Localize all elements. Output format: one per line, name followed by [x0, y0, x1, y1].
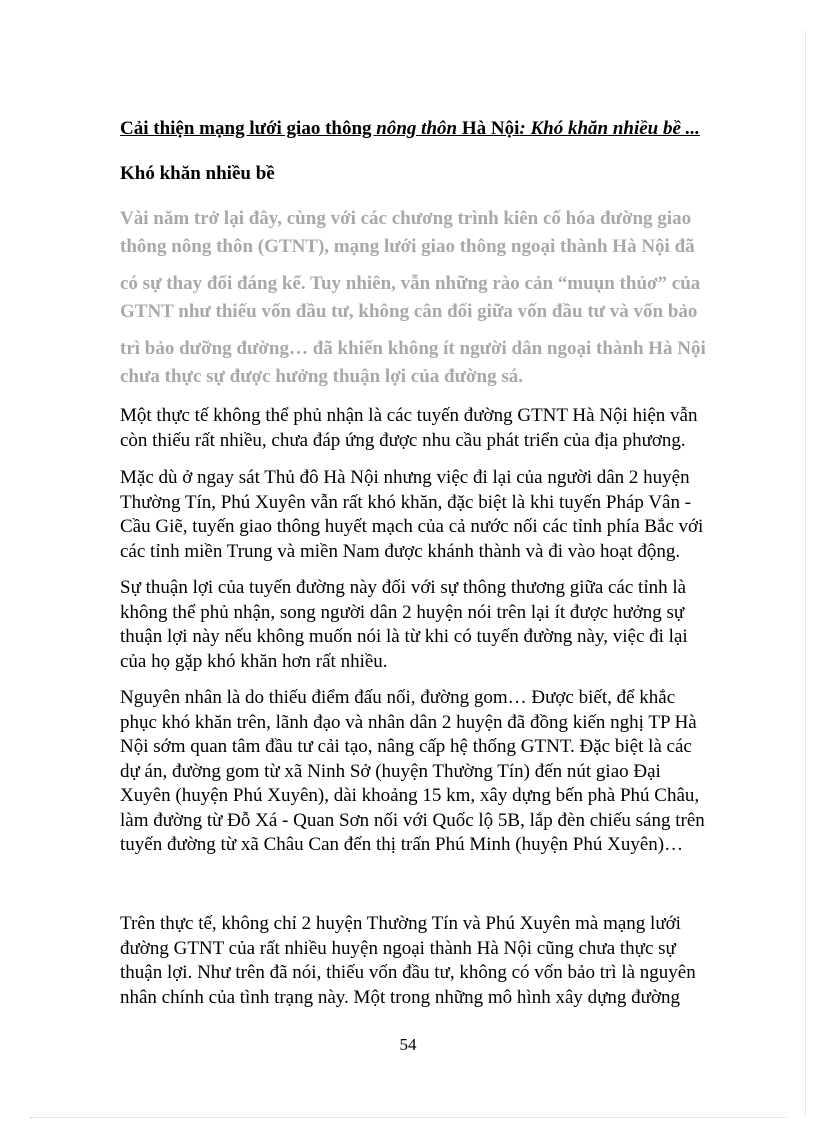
- title-part-3: Hà Nội: [457, 118, 520, 139]
- title-part-2: nông thôn: [376, 118, 458, 139]
- lead-paragraph-1: Vài năm trở lại đây, cùng với các chương trình kiên cố hóa đường giao thông nông thôn (GTNT), mạng lưới giao thông ngoại thành Hà Nội đã: [120, 208, 695, 257]
- title-part-1: Cải thiện mạng lưới giao thông: [120, 118, 377, 139]
- page-border-right: [805, 30, 806, 1115]
- body-paragraph-1: Một thực tế không thể phủ nhận là các tuyến đường GTNT Hà Nội hiện vẫn còn thiếu rất nhiều, chưa đáp ứng được nhu cầu phát triển của địa phương.: [120, 405, 698, 451]
- body-paragraph-5: Trên thực tế, không chỉ 2 huyện Thường Tín và Phú Xuyên mà mạng lưới đường GTNT của rất nhiều huyện ngoại thành Hà Nội cũng chưa thực sự thuận lợi. Như trên đã nói, thiếu vốn đầu tư, không có vốn bảo trì là nguyên nhân chính của tình trạng này. Một trong những mô hình xây dựng đường: [120, 913, 696, 1008]
- body-paragraph-2: Mặc dù ở ngay sát Thủ đô Hà Nội nhưng việc đi lại của người dân 2 huyện Thường Tín, Phú Xuyên vẫn rất khó khăn, đặc biệt là khi tuyến Pháp Vân - Cầu Giẽ, tuyến giao thông huyết mạch của cả nước nối các tỉnh phía Bắc với các tỉnh miền Trung và miền Nam được khánh thành và đi vào hoạt động.: [120, 467, 704, 562]
- article-title: [120, 118, 760, 140]
- lead-paragraph-2: có sự thay đổi đáng kể. Tuy nhiên, vẫn những rào cản “muụn thủơ” của GTNT như thiếu vốn đầu tư, không cân đối giữa vốn đầu tư và vốn bảo: [120, 273, 701, 322]
- lead-paragraph-3: trì bảo dưỡng đường… đã khiến không ít người dân ngoại thành Hà Nội chưa thực sự được hưởng thuận lợi của đường sá.: [120, 338, 706, 387]
- page-border-bottom: [30, 1117, 786, 1118]
- page-number: 54: [399, 1035, 417, 1054]
- title-part-4: : Khó khăn nhiều bề ...: [519, 118, 700, 139]
- body-paragraph-3: Sự thuận lợi của tuyến đường này đối với sự thông thương giữa các tỉnh là không thể phủ nhận, song người dân 2 huyện nói trên lại ít được hưởng sự thuận lợi này nếu không muốn nói là từ khi có tuyến đường này, việc đi lại của họ gặp khó khăn hơn rất nhiều.: [120, 577, 688, 672]
- body-paragraph-4: Nguyên nhân là do thiếu điểm đấu nối, đường gom… Được biết, để khắc phục khó khăn trên, lãnh đạo và nhân dân 2 huyện đã đồng kiến nghị TP Hà Nội sớm quan tâm đầu tư cải tạo, nâng cấp hệ thống GTNT. Đặc biệt là các dự án, đường gom từ xã Ninh Sở (huyện Thường Tín) đến nút giao Đại Xuyên (huyện Phú Xuyên), dài khoảng 15 km, xây dựng bến phà Phú Châu, làm đường từ Đỗ Xá - Quan Sơn nối với Quốc lộ 5B, lắp đèn chiếu sáng trên tuyến đường từ xã Châu Can đến thị trấn Phú Minh (huyện Phú Xuyên)…: [120, 687, 705, 855]
- section-subheading: Khó khăn nhiều bề: [120, 163, 275, 184]
